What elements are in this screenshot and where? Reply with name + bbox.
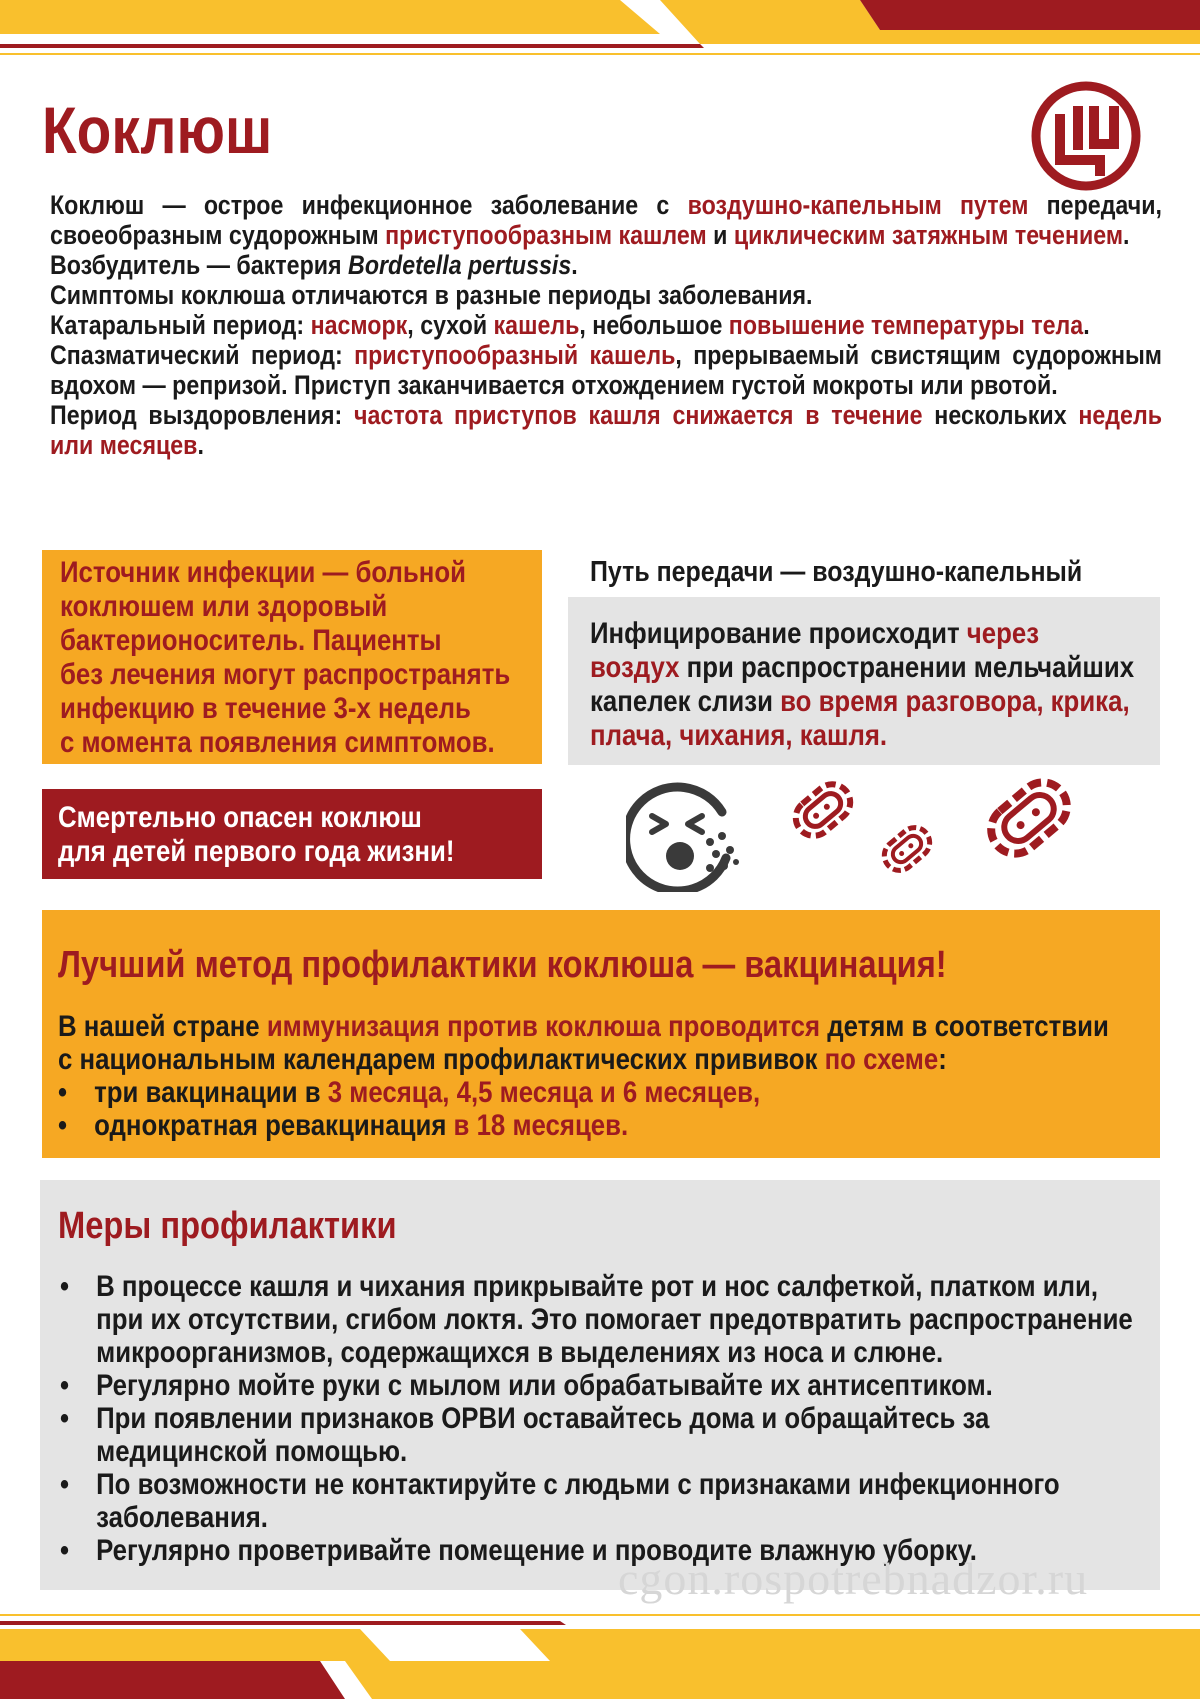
list-item: • По возможности не контактируйте с людьми с признаками инфекционного заболевания. (60, 1468, 1060, 1534)
danger-text: Смертельно опасен коклюш для детей первого года жизни! (58, 801, 455, 868)
transmission-route-title: Путь передачи — воздушно-капельный (590, 556, 1083, 588)
bottom-stripes (0, 1599, 1200, 1699)
intro-pathogen: Возбудитель — бактерия Bordetella pertussis. (50, 250, 578, 280)
coughing-face-icon (626, 776, 742, 892)
prevention-list (60, 1270, 1133, 1567)
list-item: • Регулярно проветривайте помещение и проводите влажную уборку. (60, 1534, 977, 1567)
vaccination-title: Лучший метод профилактики коклюша — вакцинация! (58, 944, 947, 986)
intro-definition: Коклюш — острое инфекционное заболевание с воздушно-капельным путем передачи, своеобразным судорожным приступообразным кашлем и циклическим затяжным течением. (50, 190, 1162, 250)
page-title: Коклюш (42, 93, 273, 167)
bacterium-large-icon (972, 766, 1086, 870)
bacterium-small-icon (874, 818, 940, 880)
infection-source-text: Источник инфекции — больной коклюшем или здоровый бактерионоситель. Пациенты без лечения могут распространять инфекцию в течение 3-х недель с момента появления симптомов. (60, 556, 511, 759)
vaccination-bullet-1: • три вакцинации в 3 месяца, 4,5 месяца и 6 месяцев, (58, 1076, 761, 1109)
watermark: cgon.rospotrebnadzor.ru (618, 1553, 1089, 1604)
transmission-route-text: Инфицирование происходит через воздух при распространении мельчайших капелек слизи во время разговора, крика, плача, чихания, кашля. (590, 617, 1135, 752)
vaccination-bullet-2: • однократная ревакцинация в 18 месяцев. (58, 1109, 629, 1142)
cgon-logo-icon (1030, 80, 1142, 192)
prevention-title: Меры профилактики (58, 1205, 397, 1247)
vaccination-text: В нашей стране иммунизация против коклюша проводится детям в соответствии с национальным календарем профилактических прививок по схеме: • три вакцинации в 3 месяца, 4,5 месяца и 6 месяцев, • однократная ревакцинация в 18 месяцев. (58, 1010, 1109, 1142)
bacterium-icon (780, 772, 866, 848)
list-item: • При появлении признаков ОРВИ оставайтесь дома и обращайтесь за медицинской помощью. (60, 1402, 990, 1468)
intro-text (50, 190, 1162, 460)
list-item: • Регулярно мойте руки с мылом или обрабатывайте их антисептиком. (60, 1369, 993, 1402)
list-item: • В процессе кашля и чихания прикрывайте рот и нос салфеткой, платком или, при их отсутствии, сгибом локтя. Это помогает предотвратить распространение микроорганизмов, содержащихся в выделениях из носа и слюне. (60, 1270, 1133, 1369)
intro-spasmodic: Спазматический период: приступообразный кашель, прерываемый свистящим судорожным вдохом — репризой. Приступ заканчивается отхождением густой мокроты или рвотой. (50, 340, 1162, 400)
intro-symptoms: Симптомы коклюша отличаются в разные периоды заболевания. (50, 280, 813, 310)
top-stripes (0, 0, 1200, 60)
intro-recovery: Период выздоровления: частота приступов кашля снижается в течение нескольких недель или месяцев. (50, 400, 1162, 460)
intro-catarrhal: Катаральный период: насморк, сухой кашель, небольшое повышение температуры тела. (50, 310, 1090, 340)
